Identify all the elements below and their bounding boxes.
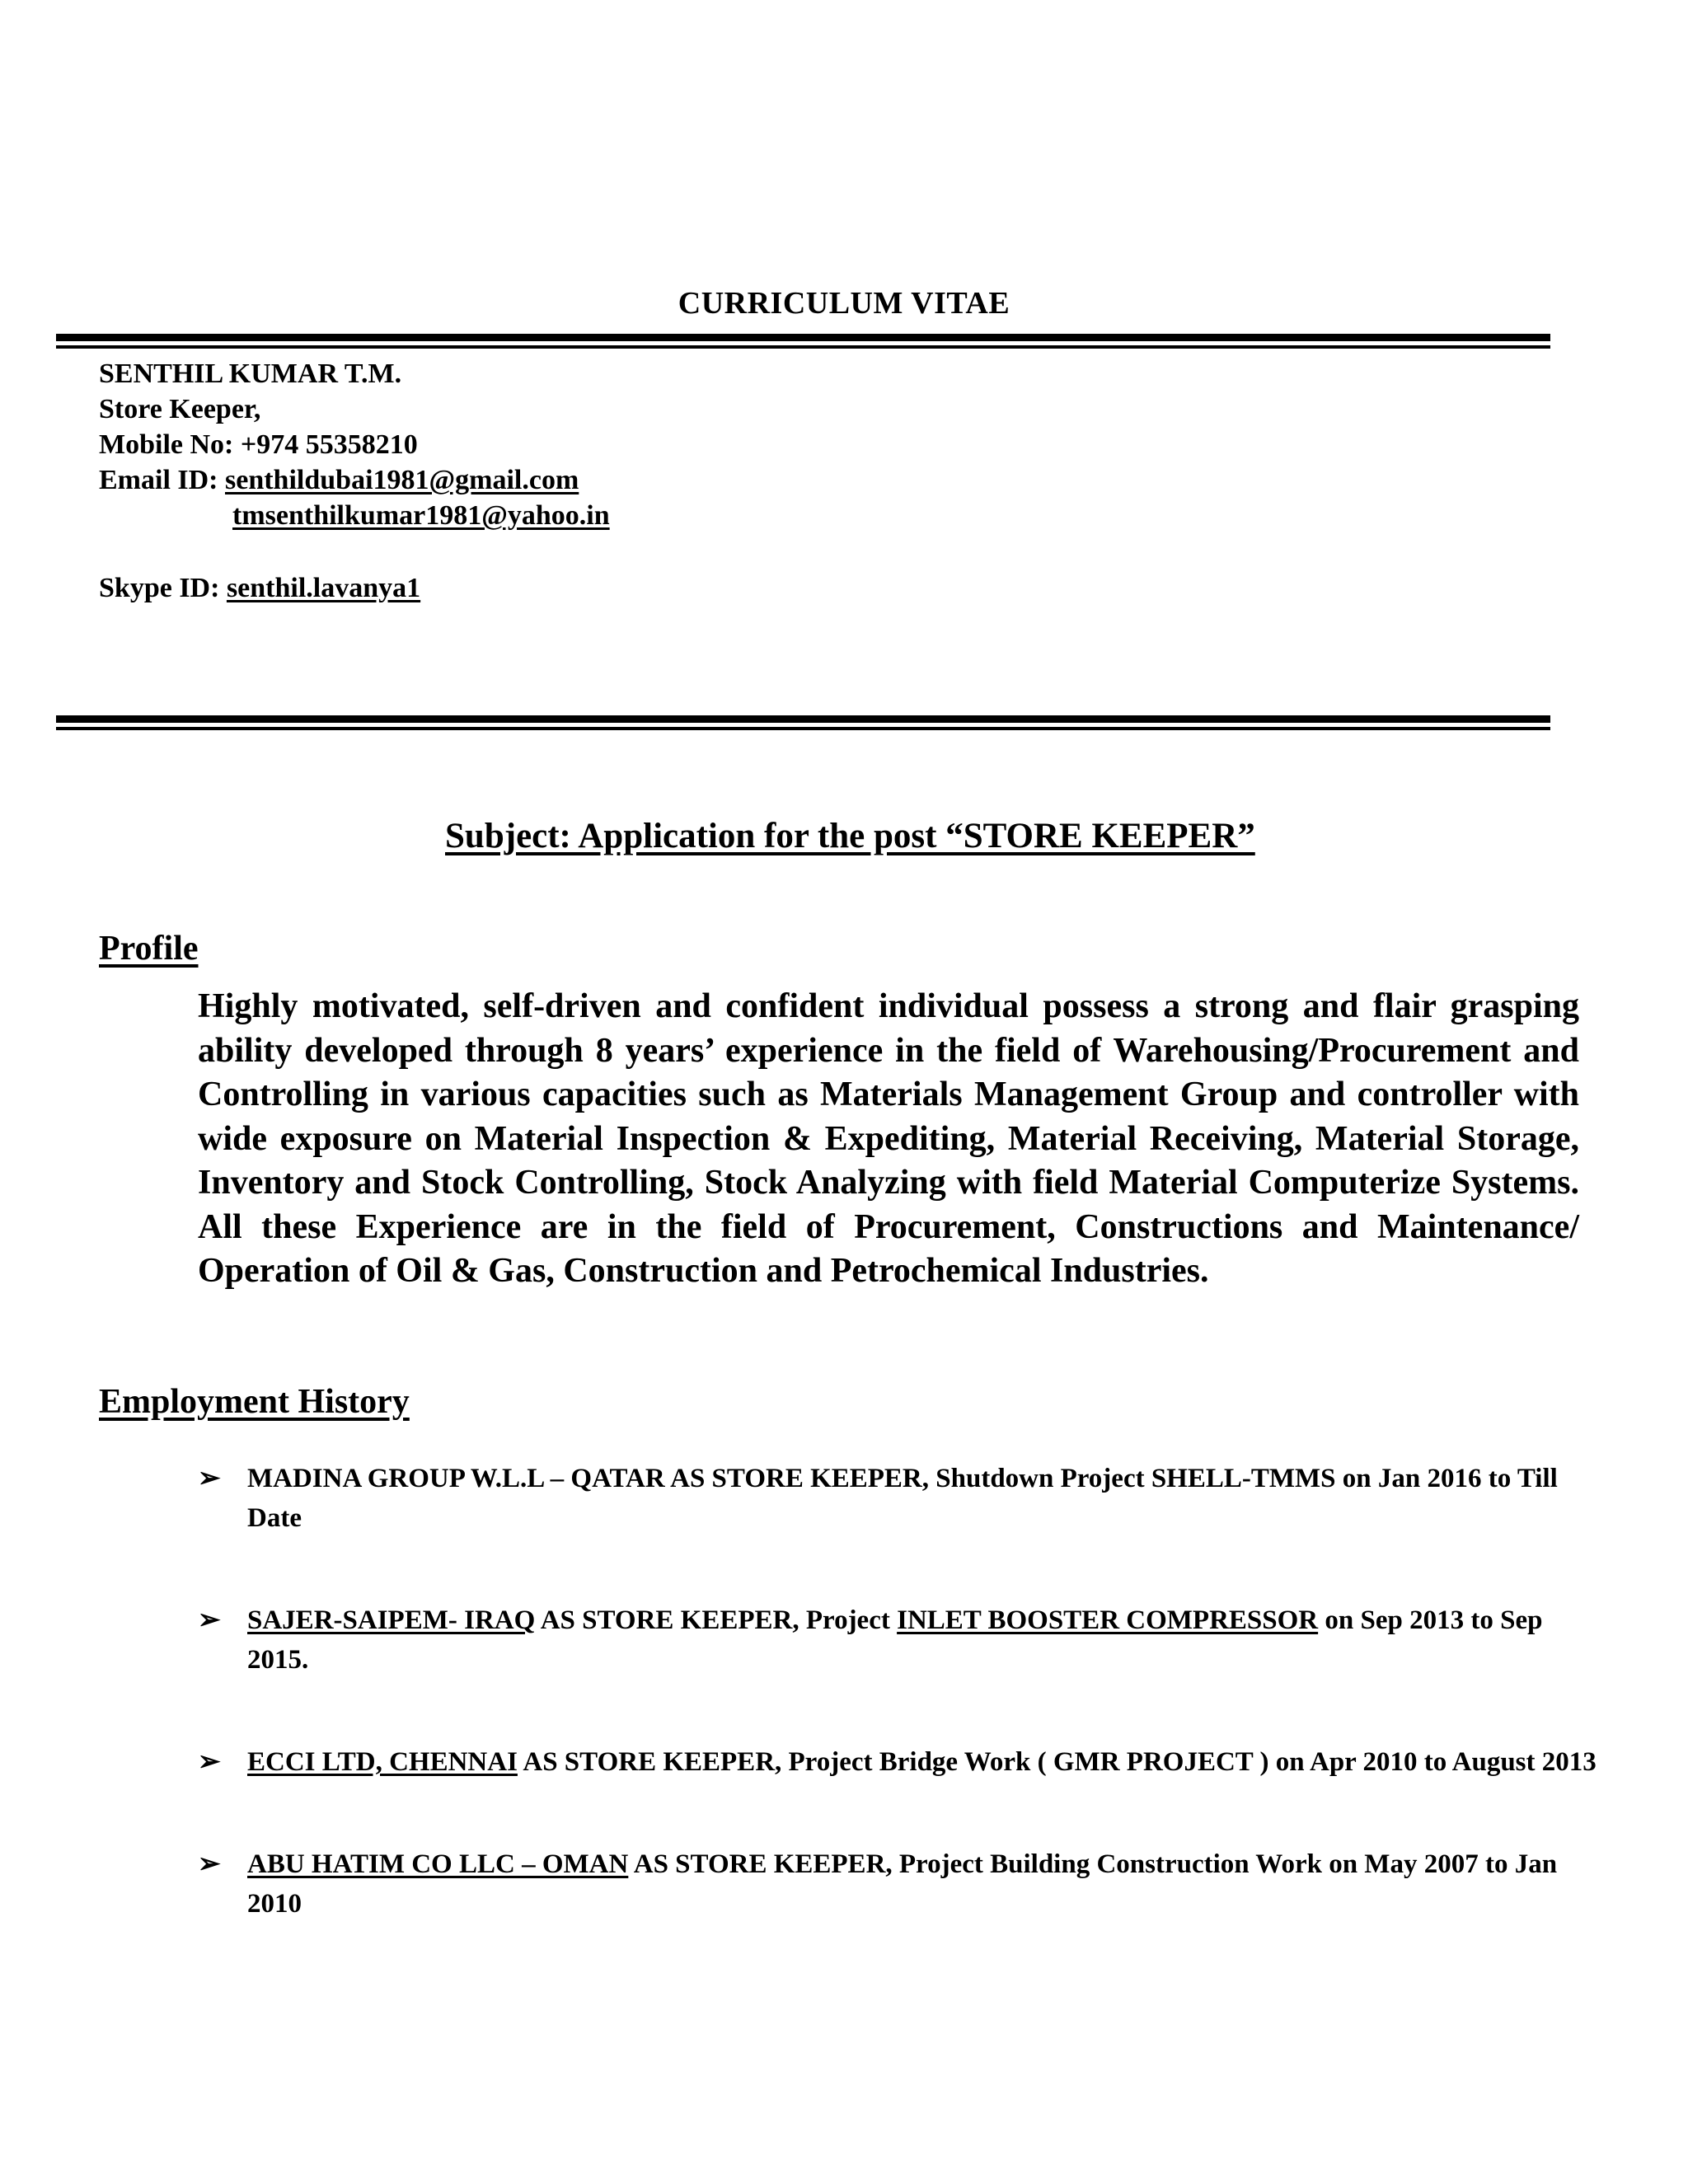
email-line-secondary (99, 498, 610, 533)
job-details: AS STORE KEEPER, Project Bridge Work ( GMR PROJECT ) on Apr 2010 to August 2013 (517, 1747, 1597, 1777)
arrow-bullet-icon: ➢ (198, 1849, 221, 1879)
job-item-abu-hatim (198, 1844, 1599, 1924)
job-company: ABU HATIM CO LLC – OMAN (247, 1849, 629, 1879)
arrow-bullet-icon: ➢ (198, 1464, 221, 1493)
document-title: CURRICULUM VITAE (678, 286, 1010, 321)
email-link-primary[interactable]: senthildubai1981@gmail.com (225, 465, 579, 495)
mobile-line (99, 427, 610, 462)
skype-line (99, 570, 610, 606)
contact-block (99, 356, 610, 606)
arrow-bullet-icon: ➢ (198, 1605, 221, 1635)
profile-paragraph: Highly motivated, self-driven and confident individual possess a strong and flair grasping ability developed through 8 years’ experience in the field of Warehousing/Procurement and Controlling in various capacities such as Materials Management Group and controller with wide exposure on Material Inspection & Expediting, Material Receiving, Material Storage, Inventory and Stock Controlling, Stock Analyzing with field Material Computerize Systems. All these Experience are in the field of Procurement, Constructions and Maintenance/ Operation of Oil & Gas, Construction and Petrochemical Industries. (198, 987, 1579, 1290)
candidate-position: Store Keeper, (99, 394, 261, 424)
email-link-secondary[interactable]: tmsenthilkumar1981@yahoo.in (232, 500, 610, 531)
header-divider-top (56, 334, 1550, 349)
arrow-bullet-icon: ➢ (198, 1747, 221, 1777)
skype-label: Skype ID: (99, 573, 220, 603)
skype-link[interactable]: senthil.lavanya1 (226, 573, 421, 603)
job-company: SAJER-SAIPEM- IRAQ (247, 1605, 536, 1635)
job-period: on Sep 2013 to Sep 2015. (247, 1605, 1543, 1675)
mobile-number: +974 55358210 (240, 429, 418, 460)
employment-heading: Employment History (99, 1383, 410, 1421)
job-details: AS STORE KEEPER, Project Building Construction Work on May 2007 to Jan 2010 (247, 1849, 1558, 1919)
job-project: INLET BOOSTER COMPRESSOR (897, 1605, 1319, 1635)
profile-heading: Profile (99, 930, 199, 968)
candidate-name: SENTHIL KUMAR T.M. (99, 359, 402, 389)
job-company: ECCI LTD, CHENNAI (247, 1747, 518, 1777)
job-item-ecci (198, 1742, 1599, 1782)
email-label: Email ID: (99, 465, 218, 495)
job-item-sajer-saipem (198, 1601, 1599, 1680)
employment-list (198, 1459, 1599, 1924)
job-role: AS STORE KEEPER, Project (535, 1605, 898, 1635)
job-text: MADINA GROUP W.L.L – QATAR AS STORE KEEPER, Shutdown Project SHELL-TMMS on Jan 2016 to Till Date (247, 1464, 1558, 1533)
header-divider-bottom (56, 715, 1550, 730)
mobile-label: Mobile No: (99, 429, 234, 460)
subject-line: Subject: Application for the post “STORE KEEPER” (445, 817, 1255, 855)
email-line (99, 462, 610, 498)
job-item-madina (198, 1459, 1599, 1538)
